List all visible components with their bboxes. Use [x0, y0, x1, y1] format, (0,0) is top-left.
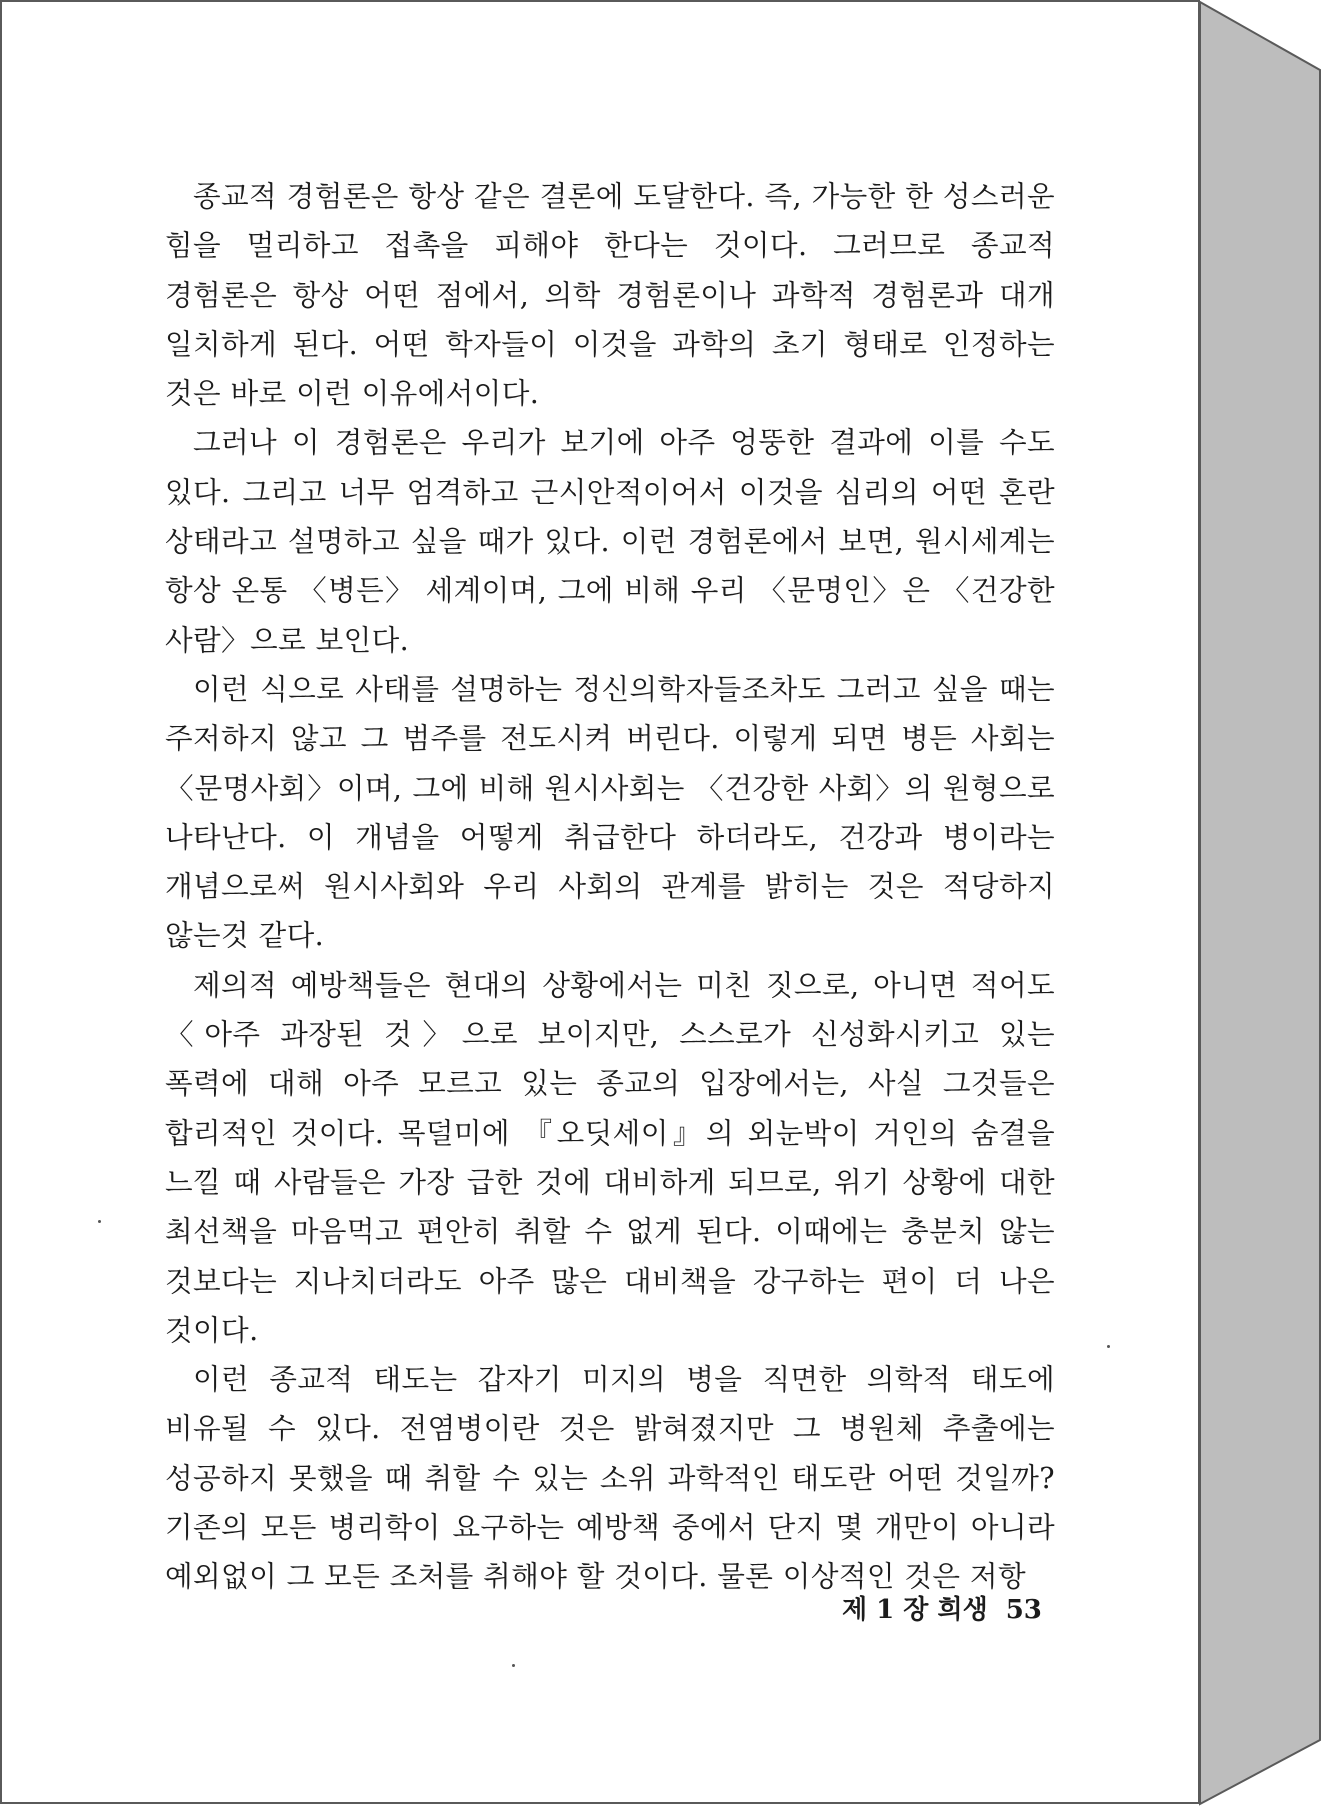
- scan-speck: [512, 1664, 515, 1667]
- paragraph-2: 그러나 이 경험론은 우리가 보기에 아주 엉뚱한 결과에 이를 수도 있다. 그리고 너무 엄격하고 근시안적이어서 이것을 심리의 어떤 혼란 상태라고 설명하고 싶을 때가 있다. 이런 경험론에서 보면, 원시세계는 항상 온통 〈병든〉 세계이며, 그에 비해 우리 〈문명인〉은 〈건강한 사람〉으로 보인다.: [165, 425, 1055, 657]
- page-footer: [842, 1589, 1072, 1629]
- page-number: 53: [1005, 1595, 1042, 1625]
- chapter-title: 제 1 장 희생: [842, 1595, 988, 1625]
- paragraph-3: 이런 식으로 사태를 설명하는 정신의학자들조차도 그러고 싶을 때는 주저하지 않고 그 범주를 전도시켜 버린다. 이렇게 되면 병든 사회는 〈문명사회〉이며, 그에 비해 원시사회는 〈건강한 사회〉의 원형으로 나타난다. 이 개념을 어떻게 취급한다 하더라도, 건강과 병이라는 개념으로써 원시사회와 우리 사회의 관계를 밝히는 것은 적당하지 않는것 같다.: [165, 671, 1055, 953]
- scan-speck: [1107, 1345, 1110, 1348]
- paragraph-4: 제의적 예방책들은 현대의 상황에서는 미친 짓으로, 아니면 적어도 〈아주 과장된 것〉으로 보이지만, 스스로가 신성화시키고 있는 폭력에 대해 아주 모르고 있는 종교의 입장에서는, 사실 그것들은 합리적인 것이다. 목덜미에 『오딧세이』의 외눈박이 거인의 숨결을 느낄 때 사람들은 가장 급한 것에 대비하게 되므로, 위기 상황에 대한 최선책을 마음먹고 편안히 취할 수 없게 된다. 이때에는 충분치 않는 것보다는 지나치더라도 아주 많은 대비책을 강구하는 편이 더 나은 것이다.: [165, 967, 1055, 1347]
- paragraph-1: 종교적 경험론은 항상 같은 결론에 도달한다. 즉, 가능한 한 성스러운 힘을 멀리하고 접촉을 피해야 한다는 것이다. 그러므로 종교적 경험론은 항상 어떤 점에서, 의학 경험론이나 과학적 경험론과 대개 일치하게 된다. 어떤 학자들이 이것을 과학의 초기 형태로 인정하는 것은 바로 이런 이유에서이다.: [165, 179, 1055, 411]
- scan-speck: [98, 1220, 101, 1223]
- body-text: [165, 172, 1055, 1602]
- paragraph-5: 이런 종교적 태도는 갑자기 미지의 병을 직면한 의학적 태도에 비유될 수 있다. 전염병이란 것은 밝혀졌지만 그 병원체 추출에는 성공하지 못했을 때 취할 수 있는 소위 과학적인 태도란 어떤 것일까? 기존의 모든 병리학이 요구하는 예방책 중에서 단지 몇 개만이 아니라 예외없이 그 모든 조처를 취해야 할 것이다. 물론 이상적인 것은 저항: [165, 1362, 1055, 1594]
